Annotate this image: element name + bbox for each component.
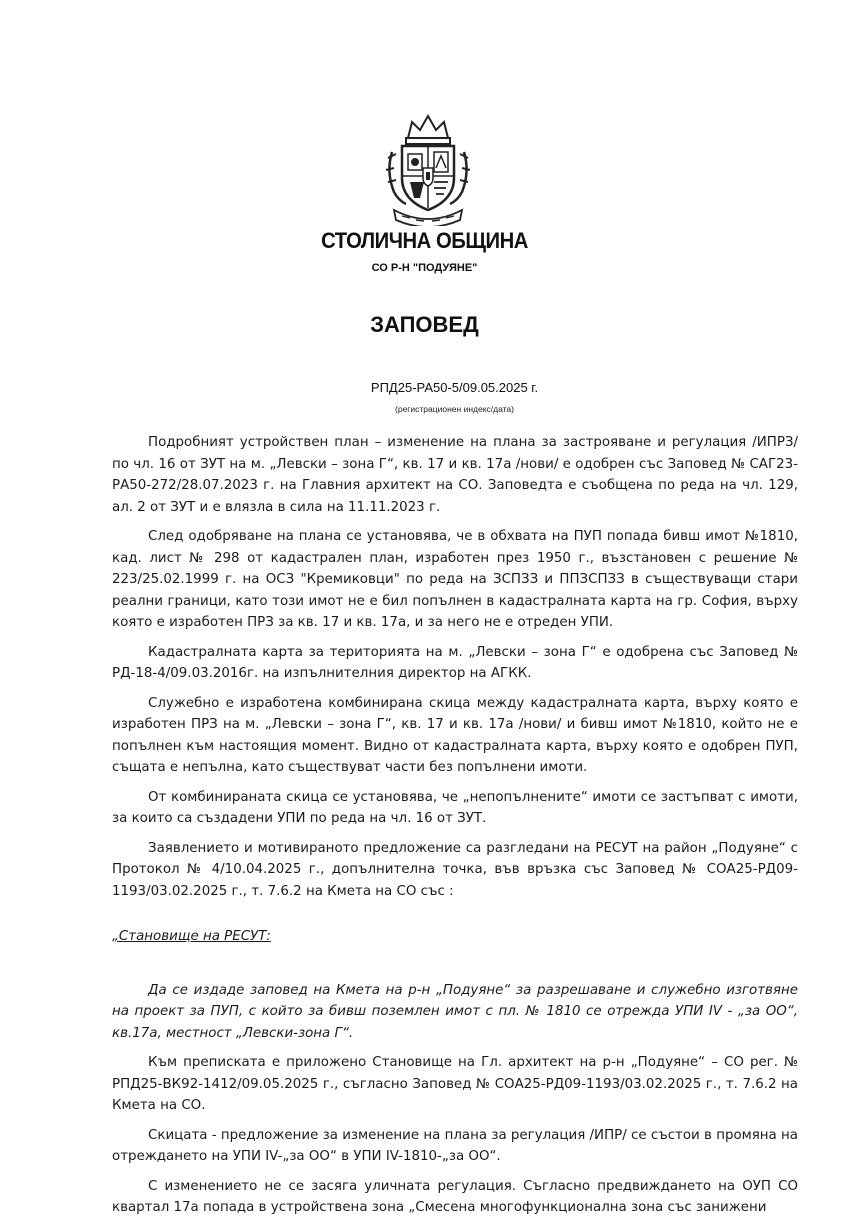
paragraph: След одобряване на плана се установява, че в обхвата на ПУП попада бивш имот №1810, кад. лист № 298 от кадастрален план, изработен през 1950 г., възстановен с решение № 223/25.02.1999 г. на ОСЗ "Кремиковци" по реда на ЗСПЗЗ и ППЗСПЗЗ в съществуващи стари реални граници, като този имот не е бил попълнен в кадастралната карта на гр. София, върху която е изработен ПРЗ за кв. 17 и кв. 17а, и за него не е отреден УПИ.: [112, 529, 798, 630]
document-body: [112, 432, 798, 1227]
organization-name: СТОЛИЧНА ОБЩИНА: [321, 228, 528, 253]
paragraph: Служебно е изработена комбинирана скица между кадастралната карта, върху която е изработен ПРЗ на м. „Левски – зона Г“, кв. 17 и кв. 17а /нови/ и бивш имот №1810, който не е попълнен към настоящия момент. Видно от кадастралната карта, върху която е одобрен ПУП, същата е непълна, като съществуват части без попълнени имоти.: [112, 695, 798, 775]
paragraph: Скицата - предложение за изменение на плана за регулация /ИПР/ се състои в промяна на отреждането на УПИ IV-„за ОО“ в УПИ IV-1810-„за ОО“.: [112, 1127, 798, 1164]
paragraph: Кадастралната карта за територията на м. „Левски – зона Г“ е одобрена със Заповед № РД-18-4/09.03.2016г. на изпълнителния директор на АГКК.: [112, 644, 798, 681]
district-name: СО Р-Н "ПОДУЯНЕ": [371, 262, 478, 274]
document-title: ЗАПОВЕД: [370, 312, 479, 337]
paragraph: Подробният устройствен план – изменение на плана за застрояване и регулация /ИПРЗ/ по чл. 16 от ЗУТ на м. „Левски – зона Г“, кв. 17 и кв. 17а /нови/ е одобрен със Заповед № САГ23-РА50-272/28.07.2023 г. на Главния архитект на СО. Заповедта е съобщена по реда на чл. 129, ал. 2 от ЗУТ и е влязла в сила на 11.11.2023 г.: [112, 435, 798, 515]
paragraph: От комбинираната скица се установява, че „непопълнените“ имоти се застъпват с имоти, за които са създадени УПИ по реда на чл. 16 от ЗУТ.: [112, 789, 798, 826]
registration-caption: (регистрационен индекс/дата): [395, 404, 514, 414]
paragraph: Заявлението и мотивираното предложение са разгледани на РЕСУТ на район „Подуяне“ с Протокол № 4/10.04.2025 г., допълнителна точка, във връзка със Заповед № СОА25-РД09-1193/03.02.2025 г., т. 7.6.2 на Кмета на СО със :: [112, 840, 798, 899]
registration-number: РПД25-РА50-5/09.05.2025 г.: [370, 380, 539, 395]
paragraph: С изменението не се засяга уличната регулация. Съгласно предвиждането на ОУП СО квартал 17а попада в устройствена зона „Смесена многофункционална зона със занижени: [112, 1178, 798, 1215]
paragraph: Към преписката е приложено Становище на Гл. архитект на р-н „Подуяне“ – СО рег. № РПД25-ВК92-1412/09.05.2025 г., съгласно Заповед № СОА25-РД09-1193/03.02.2025 г., т. 7.6.2 на Кмета на СО.: [112, 1055, 798, 1113]
resut-heading: „Становище на РЕСУТ:: [112, 929, 271, 944]
resut-opinion: Да се издаде заповед на Кмета на р-н „Подуяне“ за разрешаване и служебно изготвяне на проект за ПУП, с който за бивш поземлен имот с пл. № 1810 се отрежда УПИ IV - „за ОО“, кв.17а, местност „Левски-зона Г“.: [112, 982, 798, 1041]
sofia-coat-of-arms-icon: [380, 112, 476, 226]
